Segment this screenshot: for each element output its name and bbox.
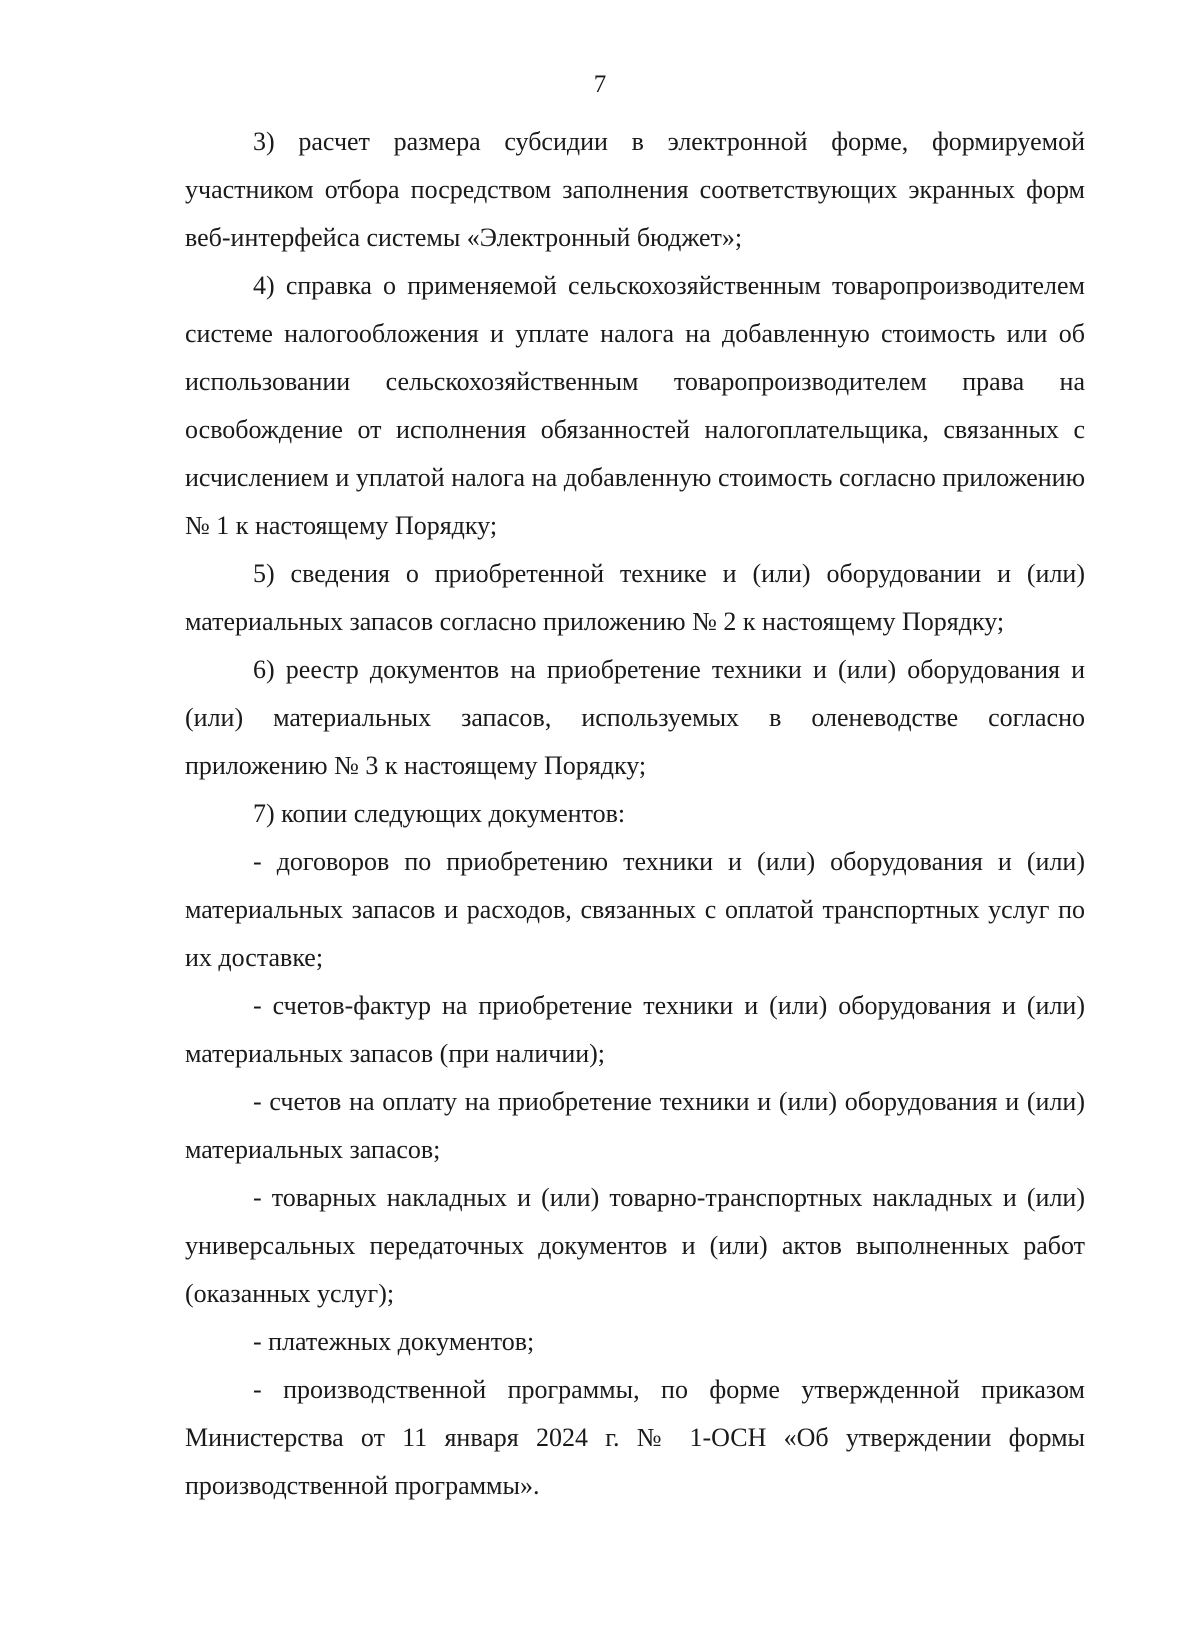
list-item-production-program: - производственной программы, по форме утвержденной приказом Министерства от 11 января 2024 г. № 1-ОСН «Об утверждении формы производственной программы». (185, 1375, 1085, 1500)
list-item-waybills: - товарных накладных и (или) товарно-транспортных накладных и (или) универсальных передаточных документов и (или) актов выполненных работ (оказанных услуг); (185, 1183, 1085, 1308)
paragraph-item-5: 5) сведения о приобретенной технике и (или) оборудовании и (или) материальных запасов согласно приложению № 2 к настоящему Порядку; (185, 559, 1085, 636)
list-item-payment-documents: - платежных документов; (253, 1327, 535, 1356)
list-item-contracts: - договоров по приобретению техники и (или) оборудования и (или) материальных запасов и расходов, связанных с оплатой транспортных услуг по их доставке; (185, 847, 1085, 972)
paragraph-item-4: 4) справка о применяемой сельскохозяйственным товаропроизводителем системе налогообложения и уплате налога на добавленную стоимость или об использовании сельскохозяйственным товаропроизводителем права на освобождение от исполнения обязанностей налогоплательщика, связанных с исчислением и уплатой налога на добавленную стоимость согласно приложению № 1 к настоящему Порядку; (185, 271, 1085, 540)
paragraph-item-6: 6) реестр документов на приобретение техники и (или) оборудования и (или) материальных запасов, используемых в оленеводстве согласно приложению № 3 к настоящему Порядку; (185, 655, 1085, 780)
paragraph-item-3: 3) расчет размера субсидии в электронной форме, формируемой участником отбора посредством заполнения соответствующих экранных форм веб-интерфейса системы «Электронный бюджет»; (185, 127, 1085, 252)
list-item-payment-bills: - счетов на оплату на приобретение техники и (или) оборудования и (или) материальных запасов; (185, 1087, 1085, 1164)
page-number: 7 (593, 71, 607, 98)
paragraph-item-7: 7) копии следующих документов: (253, 799, 626, 828)
document-body (185, 118, 1085, 1510)
list-item-invoices: - счетов-фактур на приобретение техники и (или) оборудования и (или) материальных запасов (при наличии); (185, 991, 1085, 1068)
